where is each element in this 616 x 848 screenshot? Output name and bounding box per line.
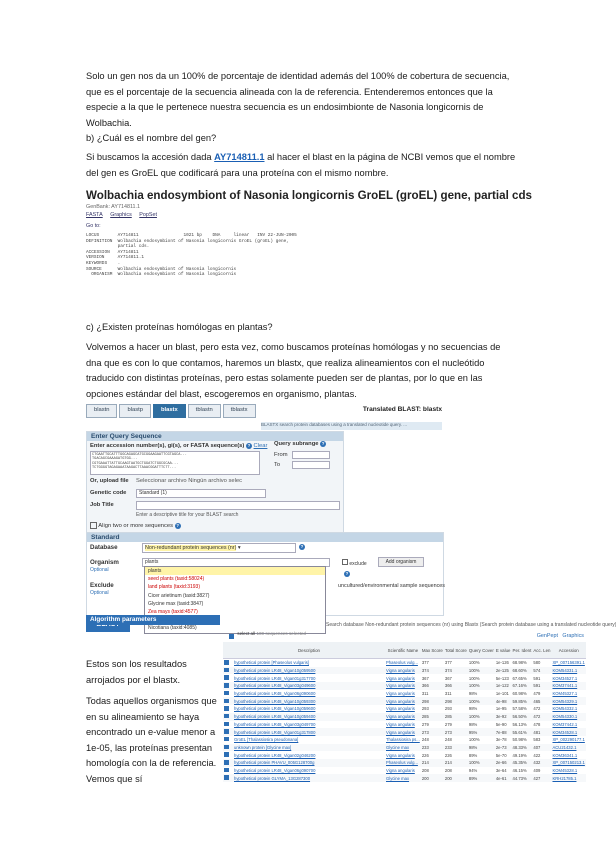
genbank-subtitle: GenBank: AY714811.1 — [86, 204, 141, 210]
cell-description[interactable]: hypothetical protein LR48_Vigan06g090700 — [234, 767, 316, 773]
to-input[interactable] — [292, 461, 330, 469]
algo-params-bar[interactable] — [80, 611, 220, 628]
genbank-link-fasta[interactable]: FASTA — [86, 212, 103, 218]
genbank-row: KEYWORDS . — [86, 260, 121, 266]
subrange-label: Query subrange ? — [274, 441, 325, 447]
help-icon[interactable]: ? — [300, 544, 304, 549]
cell-e-value: 1e-126 — [495, 660, 509, 666]
from-label: From — [274, 452, 288, 458]
header-query-cover[interactable]: Query Cover — [468, 642, 495, 659]
checkbox-icon — [224, 729, 229, 734]
cell-acc-len: 432 — [532, 759, 551, 767]
cell-acc-len: 478 — [533, 721, 541, 727]
cell-e-value: 4e-98 — [495, 697, 512, 705]
cell-max-score: 374 — [421, 667, 444, 675]
exclude-label: Exclude — [90, 582, 114, 589]
header-per-ident[interactable]: Per. Ident — [512, 642, 533, 659]
cell-scientific-name[interactable]: Vigna angularis — [386, 691, 415, 697]
cell-acc-len: 407 — [532, 744, 551, 752]
cell-scientific-name[interactable]: Vigna angularis — [385, 682, 421, 690]
cell-accession[interactable]: KOM54330.1 — [551, 713, 586, 721]
checkbox-icon — [224, 660, 229, 665]
graphics-link[interactable]: Graphics — [562, 633, 584, 639]
side-text-homology: Todas aquellos organismos que en su alineamiento se haya encontrado un e-value menor a 1e-05, las proteínas presentan homología con la de referencia. Vemos que sí — [86, 696, 217, 784]
dropdown-option[interactable]: Nicotiana (taxid:4085) — [148, 625, 197, 632]
help-icon[interactable]: ? — [345, 571, 349, 576]
cell-total-score: 293 — [444, 706, 452, 712]
checkbox-icon — [224, 699, 229, 704]
genbank-row: DEFINITION Wolbachia endosymbiont of Nasonia longicornis GroEL (groEL) gene, — [86, 238, 289, 244]
help-icon[interactable]: ? — [247, 443, 251, 448]
header-e-value[interactable]: E value — [495, 642, 512, 659]
checkbox-icon — [224, 775, 229, 780]
cell-query-cover: 100% — [468, 660, 480, 666]
cell-e-value: 5e-123 — [495, 675, 509, 681]
cell-per-ident: 56.13% — [512, 721, 527, 727]
results-toolbar — [223, 631, 586, 642]
algo-params-label[interactable]: Algorithm parameters — [86, 615, 220, 625]
header-acc-len[interactable]: Acc. Len — [532, 642, 551, 659]
row-checkbox[interactable] — [223, 690, 233, 698]
cell-accession[interactable]: KOM34528.1 — [551, 728, 586, 736]
row-checkbox[interactable] — [223, 667, 233, 675]
table-row[interactable] — [223, 674, 586, 682]
table-row[interactable] — [223, 721, 586, 729]
align-two-checkbox[interactable] — [90, 522, 97, 529]
cell-description[interactable]: hypothetical protein GLYMA_13G287300 — [233, 774, 385, 782]
cell-per-ident: 50.98% — [512, 737, 527, 743]
row-checkbox[interactable] — [223, 751, 233, 759]
standard-panel-header: Standard — [87, 533, 443, 542]
cell-total-score: 214 — [444, 759, 468, 767]
cell-description[interactable]: hypothetical protein LR48_Vigan01g317800 — [233, 728, 385, 736]
table-row[interactable] — [223, 751, 586, 759]
dropdown-option[interactable]: plants — [145, 567, 325, 575]
cell-e-value: 1e-95 — [495, 706, 507, 712]
cell-max-score: 200 — [421, 774, 444, 782]
cell-max-score: 208 — [421, 767, 429, 773]
cell-accession[interactable]: KOM54331.1 — [551, 667, 586, 675]
table-row[interactable] — [223, 736, 586, 744]
cell-total-score: 200 — [444, 774, 468, 782]
cell-per-ident: 56.50% — [512, 713, 533, 721]
cell-scientific-name[interactable]: Vigna angularis — [385, 667, 421, 675]
header-accession[interactable]: Accession — [551, 642, 586, 659]
cell-max-score: 226 — [421, 752, 429, 758]
cell-query-cover: 100% — [468, 759, 495, 767]
query-panel-header: Enter Query Sequence — [87, 432, 343, 441]
cell-max-score: 273 — [421, 728, 444, 736]
cell-query-cover: 98% — [468, 706, 478, 712]
accession-link[interactable]: AY714811.1 — [214, 152, 265, 162]
organism-optional: Optional — [90, 567, 109, 573]
table-row[interactable] — [223, 682, 586, 690]
cell-per-ident: 46.15% — [512, 767, 527, 773]
cell-e-value: 3e-64 — [495, 767, 507, 773]
cell-accession[interactable]: ACU21432.1 — [551, 744, 586, 752]
cell-accession[interactable]: XP_007156391.1 — [552, 660, 585, 666]
genbank-link-graphics[interactable]: Graphics — [110, 212, 132, 218]
header-total-score[interactable]: Total Score — [444, 642, 468, 659]
checkbox-icon — [224, 714, 229, 719]
clear-link[interactable]: Clear — [253, 443, 268, 449]
table-row[interactable] — [223, 697, 586, 705]
cell-accession[interactable]: KOM34527.1 — [552, 675, 578, 681]
cell-total-score: 226 — [444, 752, 452, 758]
cell-per-ident: 44.73% — [512, 774, 533, 782]
cell-max-score: 293 — [421, 706, 429, 712]
tab-blastx[interactable]: blastx — [153, 404, 186, 418]
table-row[interactable] — [223, 767, 586, 775]
table-row[interactable] — [223, 690, 586, 698]
cell-scientific-name[interactable]: Vigna angularis — [386, 675, 415, 681]
table-row[interactable] — [223, 759, 586, 767]
table-row[interactable] — [223, 659, 586, 667]
cell-total-score: 233 — [444, 744, 468, 752]
cell-total-score: 366 — [444, 682, 468, 690]
cell-description[interactable]: hypothetical protein LR48_Vigan10g059500 — [233, 667, 385, 675]
cell-max-score: 248 — [421, 737, 429, 743]
row-checkbox[interactable] — [223, 744, 233, 752]
header-scientific-name[interactable]: Scientific Name — [385, 642, 421, 659]
results-body — [223, 659, 586, 783]
cell-acc-len: 409 — [533, 767, 541, 773]
cell-query-cover: 98% — [468, 744, 495, 752]
cell-description[interactable]: hypothetical protein [Phaseolus vulgaris] — [234, 660, 309, 666]
dropdown-option[interactable]: Cicer arietinum (taxid:3827) — [148, 592, 210, 599]
blast-tabs — [86, 404, 258, 418]
cell-description[interactable]: hypothetical protein LR48_Vigan02g046200 — [234, 752, 316, 758]
cell-per-ident: 45.35% — [512, 759, 533, 767]
cell-accession[interactable]: XP_007150213.1 — [552, 760, 585, 766]
row-checkbox[interactable] — [223, 721, 233, 729]
row-checkbox[interactable] — [223, 674, 233, 682]
table-row[interactable] — [223, 667, 586, 675]
para2-suffix: al hacer el blast en la página de NCBI vemos que el nombre del gen es GroEL que codificará para una proteína con el mismo nombre. — [86, 152, 516, 178]
cell-per-ident: 59.85% — [512, 697, 533, 705]
table-row[interactable] — [223, 774, 586, 782]
cell-description[interactable]: hypothetical protein PHAVU_005G128700g — [233, 759, 385, 767]
job-title-hint: Enter a descriptive title for your BLAST search — [136, 512, 239, 518]
cell-total-score: 248 — [444, 737, 452, 743]
cell-total-score: 285 — [444, 713, 468, 721]
cell-accession[interactable]: KOM45327.1 — [552, 691, 578, 697]
cell-query-cover: 100% — [468, 675, 480, 681]
cell-max-score: 214 — [421, 759, 444, 767]
cell-acc-len: 580 — [533, 660, 541, 666]
cell-e-value: 2e-125 — [495, 667, 512, 675]
row-checkbox[interactable] — [223, 682, 233, 690]
cell-e-value: 5e-90 — [495, 721, 507, 727]
table-row[interactable] — [223, 744, 586, 752]
cell-accession[interactable]: KOM45328.1 — [552, 767, 578, 773]
row-checkbox[interactable] — [223, 736, 233, 744]
row-checkbox[interactable] — [223, 728, 233, 736]
selected-count: 100 sequences selected — [256, 631, 306, 636]
cell-acc-len: 472 — [532, 713, 551, 721]
tab-blastn[interactable]: blastn — [86, 404, 117, 418]
genbank-row: VERSION AY714811.1 — [86, 255, 144, 261]
cell-total-score: 374 — [444, 667, 468, 675]
checkbox-icon — [224, 683, 229, 688]
cell-acc-len: 479 — [533, 691, 541, 697]
cell-max-score: 285 — [421, 713, 444, 721]
cell-max-score: 366 — [421, 682, 444, 690]
row-checkbox[interactable] — [223, 697, 233, 705]
paragraph-accession — [86, 150, 516, 181]
checkbox-icon — [224, 760, 229, 765]
cell-total-score: 208 — [444, 767, 452, 773]
add-organism-button[interactable]: Add organism — [378, 557, 424, 567]
checkbox-icon — [224, 737, 229, 742]
checkbox-icon — [224, 675, 229, 680]
cell-accession[interactable]: KOM54332.1 — [552, 706, 578, 712]
cell-scientific-name[interactable]: Phaseolus vulg... — [386, 660, 418, 666]
header-checkbox — [223, 642, 233, 659]
job-title-label: Job Title — [90, 502, 114, 508]
upload-label: Or, upload file — [90, 478, 129, 484]
cell-query-cover: 98% — [468, 691, 478, 697]
dropdown-option[interactable]: Glycine max (taxid:3847) — [148, 600, 204, 607]
cell-acc-len: 481 — [532, 728, 551, 736]
cell-total-score: 279 — [444, 721, 452, 727]
cell-scientific-name[interactable]: Thalassiosira ps... — [386, 737, 420, 743]
genbank-goto[interactable]: Go to: — [86, 223, 101, 229]
help-icon[interactable]: ? — [321, 441, 325, 446]
query-sequence-text: CTGAATTGCATTTGGCAGAGCATGCGGAAGAATTCGTAGCA... TGACAGCGAAAGATGTGG... CGTGAAATTATTGCAAGTAATGCTGGATCTGGCGCAA... TCTGGGGTAGAGAAATAAGACTTAAACGGATTTCTT... — [92, 453, 187, 471]
genbank-row: ACCESSION AY714811 — [86, 249, 139, 255]
upload-field[interactable]: Seleccionar archivo Ningún archivo selec — [136, 478, 243, 484]
cell-max-score: 311 — [421, 691, 429, 697]
row-checkbox[interactable] — [223, 659, 233, 667]
header-description[interactable]: Description — [233, 642, 385, 659]
checkbox-icon — [224, 691, 229, 696]
cell-per-ident: 68.60% — [512, 667, 533, 675]
help-icon[interactable]: ? — [176, 523, 180, 529]
select-all-label[interactable]: select all — [237, 631, 256, 636]
genpept-link[interactable]: GenPept — [536, 633, 558, 639]
results-table — [223, 642, 586, 782]
row-checkbox[interactable] — [223, 713, 233, 721]
genbank-row: ORGANISM Wolbachia endosymbiont of Nasonia longicornis — [86, 272, 237, 278]
cell-per-ident: 57.58% — [512, 706, 527, 712]
cell-description[interactable]: unknown protein [Glycine max] — [233, 744, 385, 752]
checkbox-icon — [342, 559, 348, 565]
checkbox-icon — [224, 668, 229, 673]
cell-description[interactable]: hypothetical protein LR48_Vigan10g059300 — [233, 697, 385, 705]
cell-e-value: 2e-73 — [495, 744, 512, 752]
paragraph-identity: Solo un gen nos da un 100% de porcentaje de identidad además del 100% de cobertura de secuencia, que es el porcentaje de la secuencia alineada con la de referencia. Entenderemos entonces que la especie a la que le pertenece nuestra secuencia es un endosimbionte de Nasonia longicornis de Wolbachia. — [86, 71, 510, 128]
cell-query-cover: 98% — [468, 721, 478, 727]
cell-scientific-name[interactable]: Vigna angularis — [386, 767, 415, 773]
genbank-record — [86, 233, 386, 278]
genbank-row: LOCUS AY714811 1021 bp DNA linear INV 22-JUN-2005 — [86, 233, 297, 238]
row-checkbox[interactable] — [223, 705, 233, 713]
row-checkbox[interactable] — [223, 767, 233, 775]
cell-scientific-name[interactable]: Phaseolus vulg... — [385, 759, 421, 767]
tab-tblastn[interactable]: tblastn — [188, 404, 221, 418]
cell-scientific-name[interactable]: Vigna angularis — [385, 713, 421, 721]
dropdown-option[interactable]: seed plants (taxid:58024) — [148, 576, 205, 583]
cell-query-cover: 100% — [468, 713, 495, 721]
cell-query-cover: 95% — [468, 728, 495, 736]
dropdown-option[interactable]: land plants (taxid:3193) — [148, 584, 200, 591]
checkbox-icon — [224, 745, 229, 750]
cell-scientific-name[interactable]: Glycine max — [385, 774, 421, 782]
cell-total-score: 273 — [444, 728, 468, 736]
cell-description[interactable]: hypothetical protein LR48_Vigan10g059600 — [234, 706, 316, 712]
cell-per-ident: 60.98% — [512, 691, 527, 697]
cell-scientific-name[interactable]: Vigna angularis — [386, 706, 415, 712]
cell-description[interactable]: hypothetical protein LR48_Vigan01g317700 — [234, 675, 316, 681]
cell-scientific-name[interactable]: Vigna angularis — [386, 752, 415, 758]
search-summary: Search database Non-redundant protein sequences (nr) using Blastx (Search protein database using a translated nucleotide query) — [326, 622, 616, 628]
select-all-checkbox[interactable] — [229, 634, 234, 639]
cell-query-cover: 100% — [468, 737, 480, 743]
cell-query-cover: 89% — [468, 752, 478, 758]
tab-tblastx[interactable]: tblastx — [223, 404, 256, 418]
row-checkbox[interactable] — [223, 774, 233, 782]
side-text-results: Estos son los resultados arrojados por el blastx. — [86, 659, 187, 685]
exclude-checkbox[interactable]: exclude — [342, 559, 367, 567]
query-textarea[interactable] — [90, 451, 260, 475]
blast-form-note: BLASTX search protein databases using a translated nucleotide query. ... — [261, 422, 442, 430]
dropdown-option[interactable]: Zea mays (taxid:4577) — [148, 608, 198, 615]
cell-acc-len: 472 — [533, 706, 541, 712]
cell-scientific-name[interactable]: Glycine max — [385, 744, 421, 752]
cell-accession[interactable]: KOM54329.1 — [551, 697, 586, 705]
job-title-input[interactable] — [136, 501, 340, 510]
checkbox-icon — [224, 722, 229, 727]
cell-total-score: 377 — [444, 660, 452, 666]
cell-e-value: 2e-66 — [495, 759, 512, 767]
blast-form-screenshot — [86, 404, 616, 632]
checkbox-icon — [224, 706, 229, 711]
cell-e-value: 3e-92 — [495, 713, 512, 721]
cell-total-score: 311 — [444, 691, 452, 697]
cell-acc-len: 574 — [532, 667, 551, 675]
table-row[interactable] — [223, 728, 586, 736]
cell-accession[interactable]: KOM37441.1 — [551, 682, 586, 690]
genbank-links — [86, 212, 386, 218]
query-label: Enter accession number(s), gi(s), or FASTA sequence(s) ? Clear — [90, 443, 268, 449]
cell-accession[interactable]: KOM36341.1 — [552, 752, 578, 758]
cell-description[interactable]: hypothetical protein LR48_Vigan06g090600 — [234, 691, 316, 697]
cell-description[interactable]: hypothetical protein LR48_Vigan03g049700 — [234, 721, 316, 727]
genetic-code-label: Genetic code — [90, 490, 127, 496]
header-max-score[interactable]: Max Score — [421, 642, 444, 659]
cell-max-score: 233 — [421, 744, 444, 752]
cell-acc-len: 591 — [532, 682, 551, 690]
cell-acc-len: 422 — [533, 752, 541, 758]
genbank-link-popset[interactable]: PopSet — [139, 212, 157, 218]
cell-max-score: 367 — [421, 675, 429, 681]
cell-per-ident: 68.98% — [512, 660, 527, 666]
cell-per-ident: 67.16% — [512, 682, 533, 690]
organism-label: Organism — [90, 559, 119, 566]
cell-max-score: 298 — [421, 697, 444, 705]
cell-acc-len: 427 — [532, 774, 551, 782]
cell-acc-len: 465 — [532, 697, 551, 705]
to-label: To — [274, 462, 281, 468]
genetic-code-select[interactable]: Standard (1) — [136, 489, 266, 498]
exclude-optional: Optional — [90, 590, 109, 596]
exclude-uncultured-option[interactable]: uncultured/environmental sample sequences — [338, 583, 445, 589]
checkbox-icon — [224, 752, 229, 757]
from-input[interactable] — [292, 451, 330, 459]
cell-accession[interactable]: KOM37442.1 — [552, 721, 578, 727]
cell-description[interactable]: hypothetical protein LR48_Vigan10g059400 — [233, 713, 385, 721]
cell-e-value: 1e-101 — [495, 691, 509, 697]
genbank-row: SOURCE Wolbachia endosymbiont of Nasonia longicornis — [86, 266, 237, 272]
checkbox-icon — [224, 768, 229, 773]
results-header-row — [223, 642, 586, 659]
question-b: b) ¿Cuál es el nombre del gen? — [86, 133, 217, 143]
cell-accession[interactable]: XP_002290177.1 — [552, 737, 585, 743]
paragraph-blastx: Volvemos a hacer un blast, pero esta vez, como buscamos proteínas homólogas y no secuencias de dna que es con lo que contamos, haremos un blastx, que realiza alineamientos con el nucleótido traducido con distintas proteínas, pero estas solamente pueden ser de plantas, por lo que en las opciones estándar del blast, escogeremos en organismo, plantas. — [86, 342, 501, 399]
results-screenshot — [223, 631, 586, 781]
cell-max-score: 377 — [421, 660, 429, 666]
genbank-title: Wolbachia endosymbiont of Nasonia longicornis GroEL (groEL) gene, partial cds — [86, 189, 532, 202]
cell-query-cover: 100% — [468, 682, 495, 690]
cell-acc-len: 591 — [533, 675, 541, 681]
cell-per-ident: 49.19% — [512, 752, 527, 758]
cell-e-value: 3e-78 — [495, 737, 507, 743]
cell-e-value: 7e-88 — [495, 728, 512, 736]
cell-per-ident: 55.61% — [512, 728, 533, 736]
database-label: Database — [90, 544, 118, 551]
question-c: c) ¿Existen proteínas homólogas en plantas? — [86, 322, 273, 332]
align-two-option[interactable]: Align two or more sequences ? — [90, 522, 181, 529]
cell-query-cover: 100% — [468, 667, 495, 675]
cell-scientific-name[interactable]: Vigna angularis — [385, 728, 421, 736]
cell-accession[interactable]: KRH21785.1 — [551, 774, 586, 782]
cell-max-score: 279 — [421, 721, 429, 727]
genbank-screenshot — [86, 189, 532, 292]
para2-prefix: Si buscamos la accesión dada — [86, 152, 215, 162]
tab-blastp[interactable]: blastp — [119, 404, 150, 418]
blast-form-title: Translated BLAST: blastx — [362, 406, 442, 413]
cell-acc-len: 583 — [533, 737, 541, 743]
row-checkbox[interactable] — [223, 759, 233, 767]
cell-query-cover: 89% — [468, 774, 495, 782]
cell-scientific-name[interactable]: Vigna angularis — [385, 697, 421, 705]
genbank-row: partial cds. — [86, 244, 150, 250]
cell-query-cover: 94% — [468, 767, 478, 773]
cell-total-score: 298 — [444, 697, 468, 705]
database-select[interactable]: Non-redundant protein sequences (nr) ▾ — [142, 543, 296, 553]
cell-query-cover: 100% — [468, 697, 495, 705]
organism-input[interactable]: plants — [142, 558, 330, 567]
cell-per-ident: 67.65% — [512, 675, 527, 681]
cell-total-score: 367 — [444, 675, 452, 681]
cell-scientific-name[interactable]: Vigna angularis — [386, 721, 415, 727]
table-row[interactable] — [223, 713, 586, 721]
cell-description[interactable]: GroEL [Thalassiosira pseudonana] — [234, 737, 299, 743]
cell-e-value: 5e-70 — [495, 752, 507, 758]
table-row[interactable] — [223, 705, 586, 713]
cell-e-value: 4e-61 — [495, 774, 512, 782]
cell-per-ident: 48.33% — [512, 744, 533, 752]
cell-e-value: 1e-122 — [495, 682, 512, 690]
cell-description[interactable]: hypothetical protein LR48_Vigan03g049600 — [233, 682, 385, 690]
